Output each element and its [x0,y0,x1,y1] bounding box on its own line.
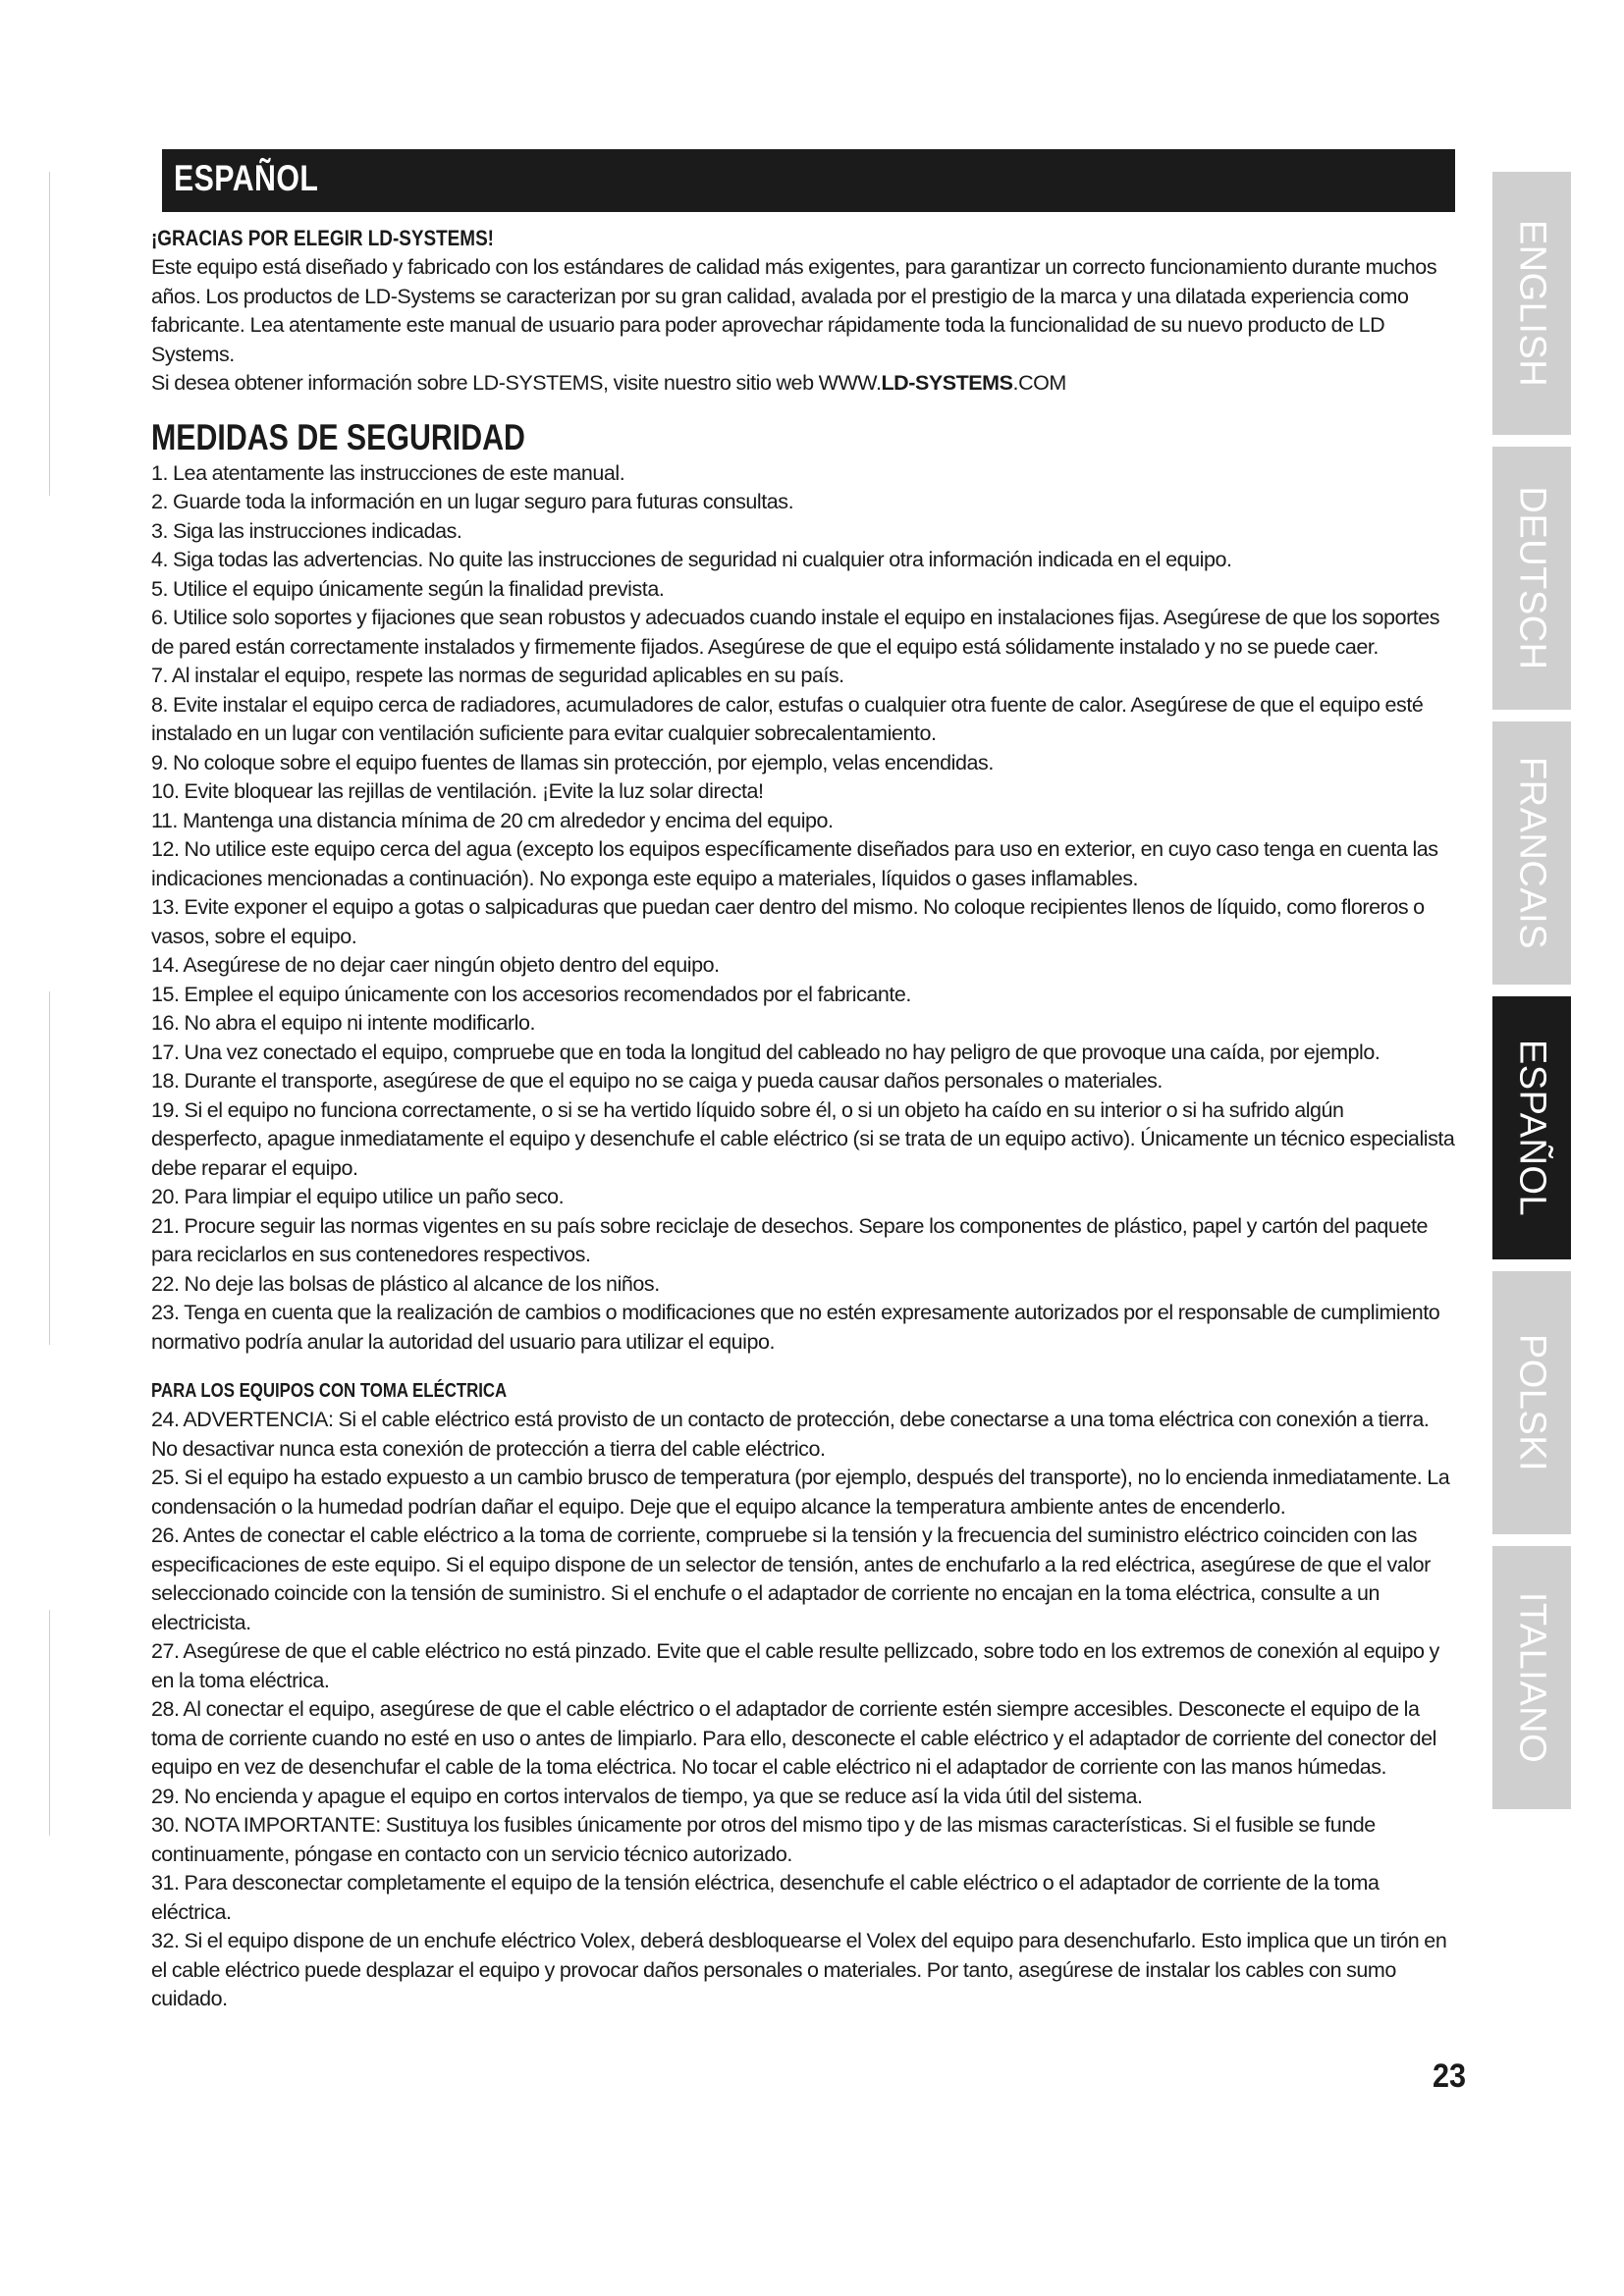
page-content [151,224,1457,2014]
electrical-item: 31. Para desconectar completamente el equipo de la tensión eléctrica, desenchufe el cable eléctrico o el adaptador de corriente de la toma eléctrica. [151,1871,1380,1924]
side-tab-italiano[interactable] [1492,1546,1571,1809]
safety-item: 13. Evite exponer el equipo a gotas o salpicaduras que puedan caer dentro del mismo. No coloque recipientes llenos de líquido, como floreros o vasos, sobre el equipo. [151,895,1425,948]
side-tab-label: DEUTSCH [1511,486,1553,670]
side-tab-label: FRANCAIS [1511,756,1553,950]
thanks-heading: ¡GRACIAS POR ELEGIR LD-SYSTEMS! [151,226,494,250]
safety-item: 17. Una vez conectado el equipo, compruebe que en toda la longitud del cableado no hay peligro de que provoque una caída, por ejemplo. [151,1040,1380,1064]
safety-item: 3. Siga las instrucciones indicadas. [151,518,462,543]
language-header-bar [154,149,1455,212]
electrical-item: 24. ADVERTENCIA: Si el cable eléctrico está provisto de un contacto de protección, debe conectarse a una toma eléctrica con conexión a tierra. No desactivar nunca esta conexión de protección a tierra del cable eléctrico. [151,1408,1430,1461]
margin-line-middle [49,991,50,1345]
safety-item: 1. Lea atentamente las instrucciones de este manual. [151,460,625,485]
intro-paragraph: Este equipo está diseñado y fabricado con los estándares de calidad más exigentes, para garantizar un correcto funcionamiento durante muchos años. Los productos de LD-Systems se caracterizan por su gran calidad, avalada por el prestigio de la marca y una dilatada experiencia como fabricante. Lea atentamente este manual de usuario para poder aprovechar rápidamente toda la funcionalidad de su nuevo producto de LD Systems. [151,255,1437,366]
margin-line-top [49,172,50,496]
side-tab-polski[interactable] [1492,1271,1571,1534]
safety-title: MEDIDAS DE SEGURIDAD [151,416,525,457]
electrical-item: 32. Si el equipo dispone de un enchufe eléctrico Volex, deberá desbloquearse el Volex del equipo para desenchufarlo. Esto implica que un tirón en el cable eléctrico puede desplazar el equipo y provocar daños personales o materiales. Por tanto, asegúrese de instalar los cables con sumo cuidado. [151,1929,1447,2010]
safety-item: 5. Utilice el equipo únicamente según la finalidad prevista. [151,576,665,601]
safety-item: 20. Para limpiar el equipo utilice un paño seco. [151,1185,565,1208]
side-tab-english[interactable] [1492,172,1571,435]
electrical-item: 25. Si el equipo ha estado expuesto a un cambio brusco de temperatura (por ejemplo, después del transporte), no lo encienda inmediatamente. La condensación o la humedad podrían dañar el equipo. Deje que el equipo alcance la temperatura ambiente antes de encenderlo. [151,1466,1450,1519]
safety-item: 10. Evite bloquear las rejillas de ventilación. ¡Evite la luz solar directa! [151,779,764,803]
safety-item: 11. Mantenga una distancia mínima de 20 cm alrededor y encima del equipo. [151,808,834,832]
page-number: 23 [1433,2057,1467,2095]
electrical-item: 29. No encienda y apague el equipo en cortos intervalos de tiempo, ya que se reduce así la vida útil del sistema. [151,1784,1143,1808]
safety-item: 2. Guarde toda la información en un lugar seguro para futuras consultas. [151,490,794,513]
electrical-item: 27. Asegúrese de que el cable eléctrico no está pinzado. Evite que el cable resulte pellizcado, sobre todo en los extremos de conexión al equipo y en la toma eléctrica. [151,1639,1439,1692]
side-tab-espaol[interactable] [1492,996,1571,1259]
electrical-item: 28. Al conectar el equipo, asegúrese de que el cable eléctrico o el adaptador de corriente estén siempre accesibles. Desconecte el equipo de la toma de corriente cuando no esté en uso o antes de limpiarlo. Para ello, desconecte el cable eléctrico y el adaptador de corriente del conector del equipo en vez de desenchufar el cable de la toma eléctrica. No tocar el cable eléctrico ni el adaptador de corriente con las manos húmedas. [151,1697,1436,1779]
safety-item: 4. Siga todas las advertencias. No quite las instrucciones de seguridad ni cualquier otra información indicada en el equipo. [151,548,1232,571]
website-suffix: .COM [1012,371,1066,395]
website-prefix: Si desea obtener información sobre LD-SYSTEMS, visite nuestro sitio web WWW. [151,371,882,395]
electrical-list [151,1406,1457,2014]
margin-line-bottom [49,1610,50,1836]
safety-item: 6. Utilice solo soportes y fijaciones que sean robustos y adecuados cuando instale el equipo en instalaciones fijas. Asegúrese de que los soportes de pared están correctamente instalados y firmemente fijados. Asegúrese de que el equipo está sólidamente instalado y no se puede caer. [151,606,1440,659]
electrical-item: 30. NOTA IMPORTANTE: Sustituya los fusibles únicamente por otros del mismo tipo y de las mismas características. Si el fusible se funde continuamente, póngase en contacto con un servicio técnico autorizado. [151,1813,1376,1866]
side-tab-francais[interactable] [1492,721,1571,985]
safety-item: 23. Tenga en cuenta que la realización de cambios o modificaciones que no estén expresamente autorizados por el responsable de cumplimiento normativo podría anular la autoridad del usuario para utilizar el equipo. [151,1301,1440,1354]
safety-item: 9. No coloque sobre el equipo fuentes de llamas sin protección, por ejemplo, velas encendidas. [151,750,994,774]
safety-list [151,459,1457,1358]
safety-item: 14. Asegúrese de no dejar caer ningún objeto dentro del equipo. [151,953,720,977]
safety-item: 7. Al instalar el equipo, respete las normas de seguridad aplicables en su país. [151,664,844,687]
side-tab-label: ESPAÑOL [1511,1039,1553,1217]
safety-item: 12. No utilice este equipo cerca del agua (excepto los equipos específicamente diseñados para uso en exterior, en cuyo caso tenga en cuenta las indicaciones mencionadas a continuación). No exponga este equipo a materiales, líquidos o gases inflamables. [151,837,1438,890]
electrical-title: PARA LOS EQUIPOS CON TOMA ELÉCTRICA [151,1380,508,1402]
safety-item: 16. No abra el equipo ni intente modificarlo. [151,1011,535,1035]
side-tab-label: POLSKI [1511,1333,1553,1472]
electrical-item: 26. Antes de conectar el cable eléctrico a la toma de corriente, compruebe si la tensión y la frecuencia del suministro eléctrico coinciden con las especificaciones de este equipo. Si el equipo dispone de un selector de tensión, antes de enchufarlo a la red eléctrica, asegúrese de que el valor seleccionado coincide con la tensión de suministro. Si el enchufe o el adaptador de corriente no encajan en la toma eléctrica, consulte a un electricista. [151,1523,1431,1634]
safety-item: 19. Si el equipo no funciona correctamente, o si se ha vertido líquido sobre él, o si un objeto ha caído en su interior o si ha sufrido algún desperfecto, apague inmediatamente el equipo y desenchufe el cable eléctrico (si se trata de un equipo activo). Únicamente un técnico especialista debe reparar el equipo. [151,1097,1455,1180]
safety-item: 18. Durante el transporte, asegúrese de que el equipo no se caiga y pueda causar daños personales o materiales. [151,1069,1163,1093]
side-tab-label: ENGLISH [1511,219,1553,388]
language-header-title: ESPAÑOL [174,158,319,198]
safety-item: 15. Emplee el equipo únicamente con los accesorios recomendados por el fabricante. [151,982,911,1006]
safety-item: 22. No deje las bolsas de plástico al alcance de los niños. [151,1271,660,1296]
safety-item: 8. Evite instalar el equipo cerca de radiadores, acumuladores de calor, estufas o cualquier otra fuente de calor. Asegúrese de que el equipo esté instalado en un lugar con ventilación suficiente para evitar cualquier sobrecalentamiento. [151,692,1424,745]
website-line [151,369,1457,399]
side-tab-deutsch[interactable] [1492,447,1571,710]
side-tab-label: ITALIANO [1511,1591,1553,1764]
safety-item: 21. Procure seguir las normas vigentes en su país sobre reciclaje de desechos. Separe los componentes de plástico, papel y cartón del paquete para reciclarlos en sus contenedores respectivos. [151,1213,1428,1266]
website-brand: LD-SYSTEMS [881,371,1013,395]
